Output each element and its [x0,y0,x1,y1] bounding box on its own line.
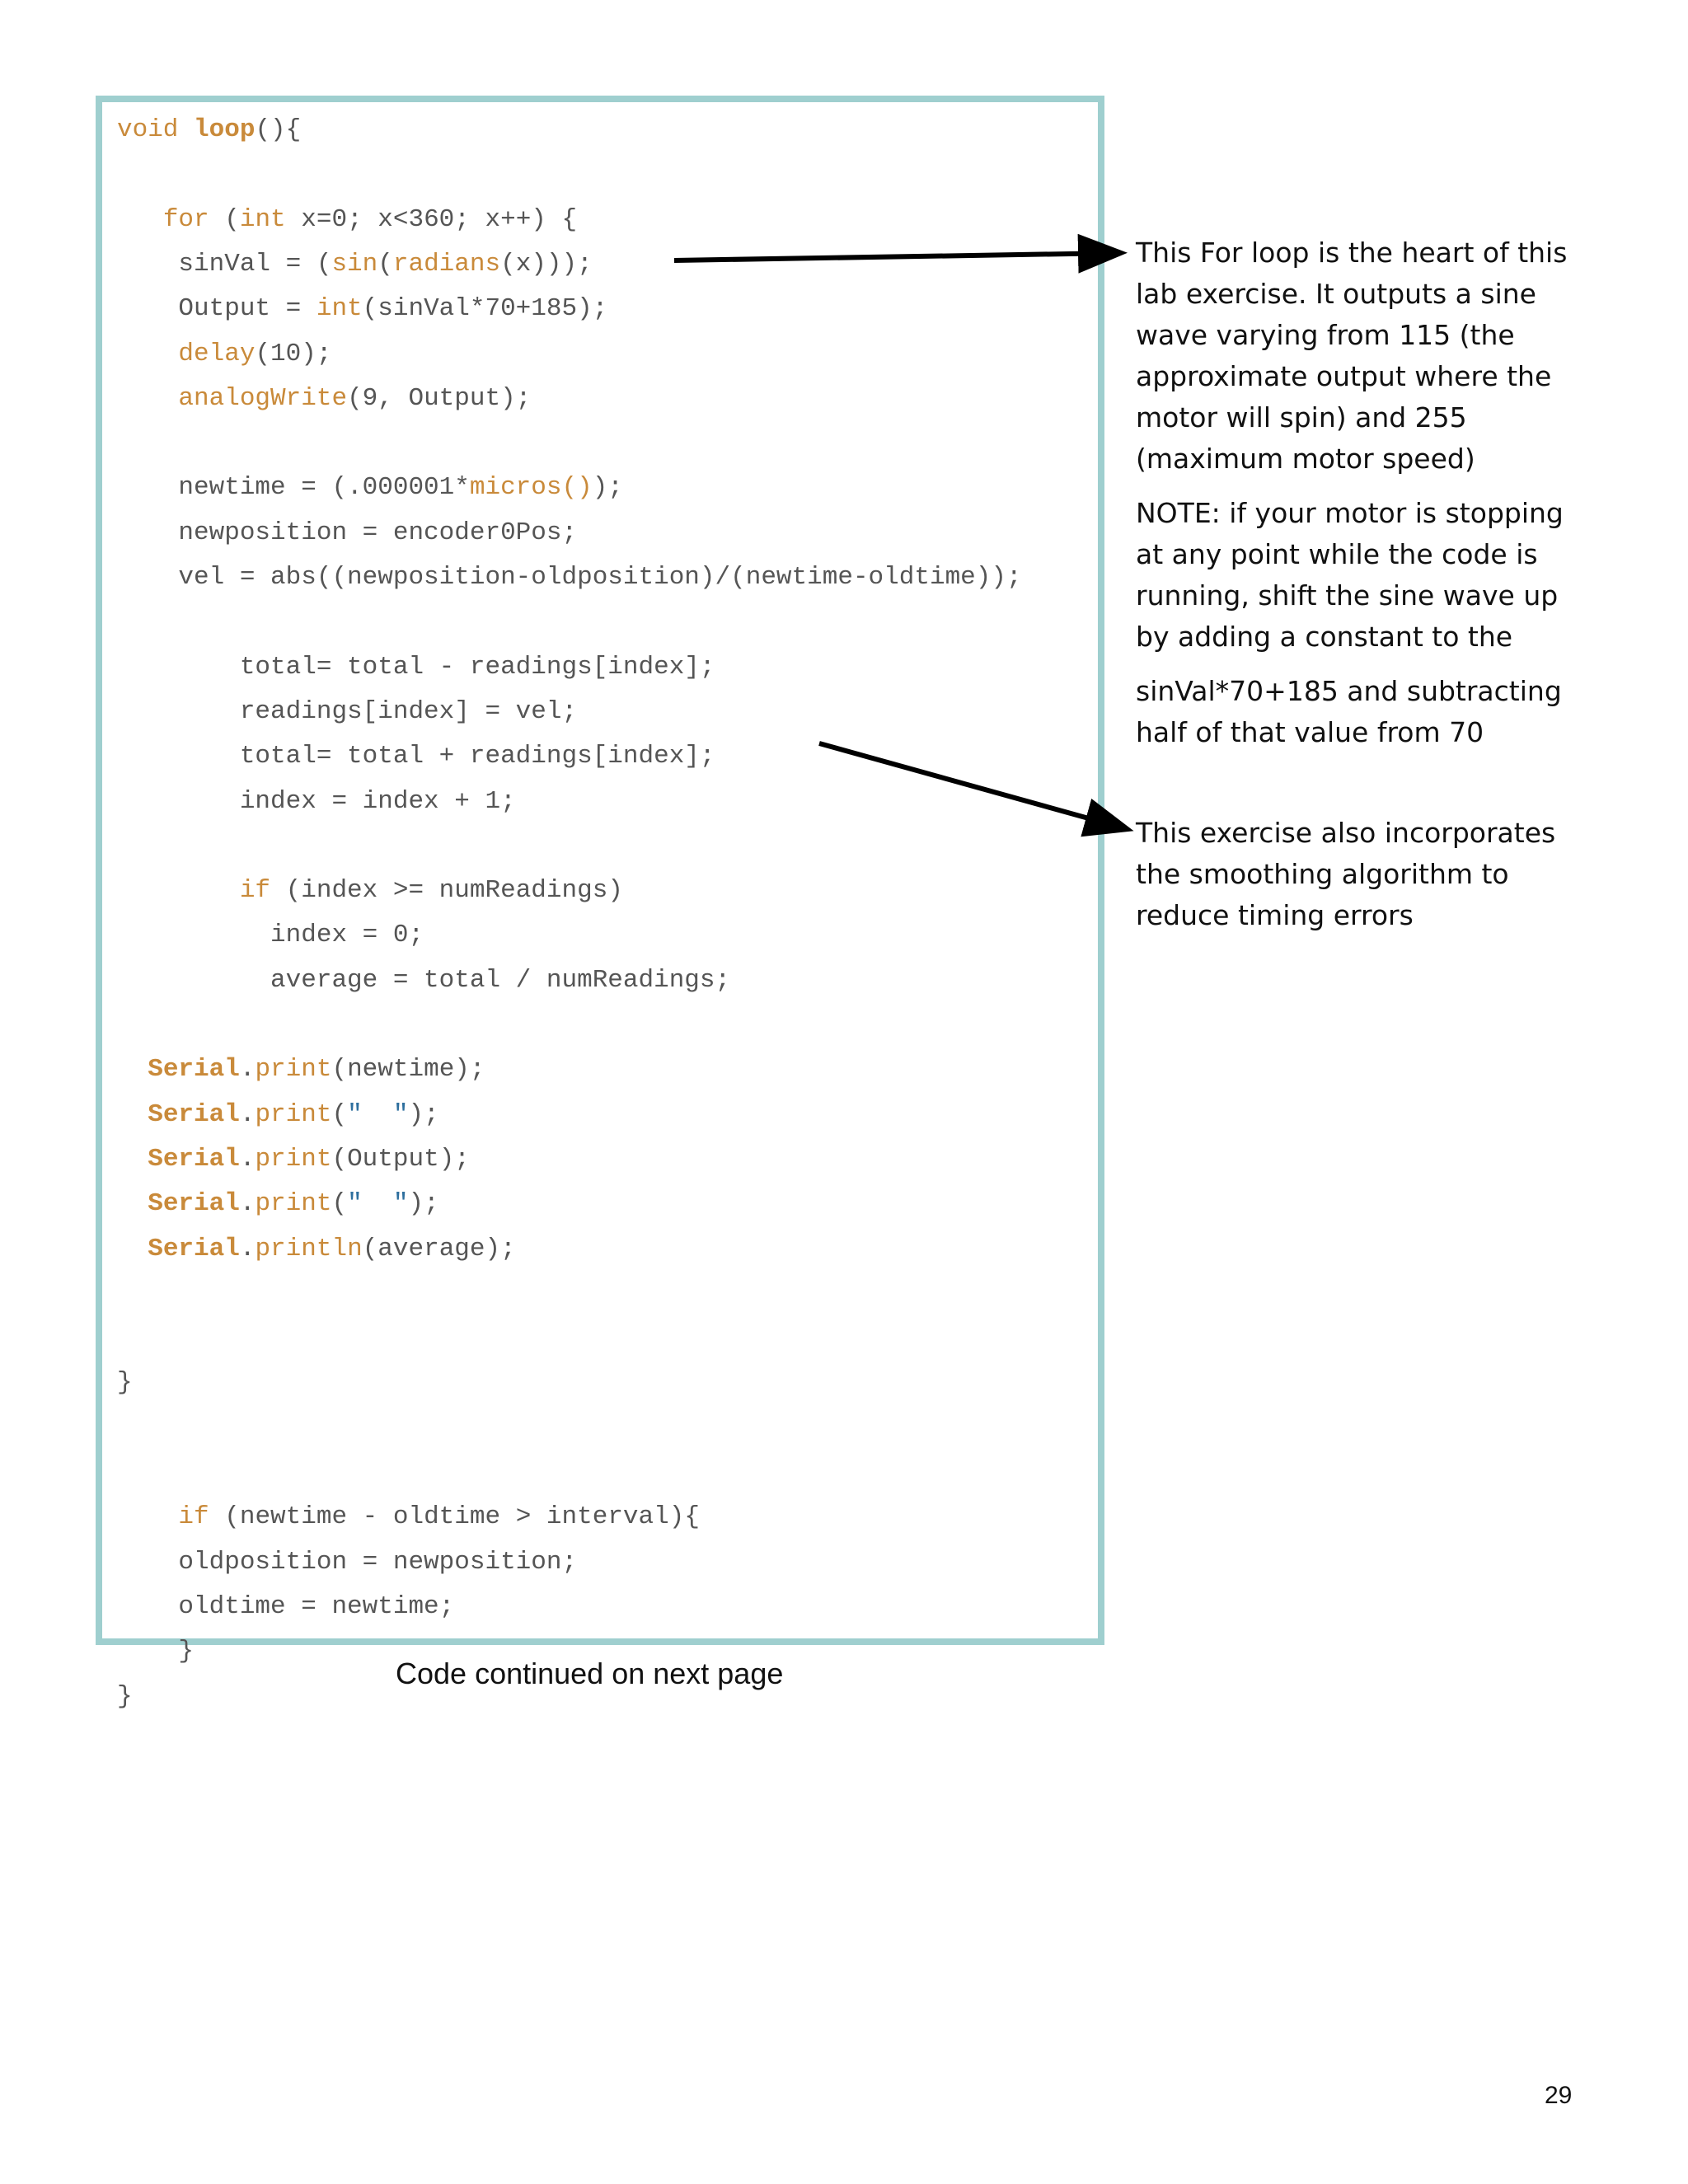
annotation-for-loop: This For loop is the heart of this lab exercise. It outputs a sine wave varying from 115 (the approximate output where the motor will spin) and 255 (maximum motor speed) [1136,237,1568,475]
code-token: . [239,1099,256,1129]
code-token: (9, Output); [347,383,532,413]
code-token: Serial [148,1144,240,1174]
code-token: analogWrite [178,383,348,413]
code-token: (" "); [331,1189,439,1219]
code-token: oldtime = newtime; [117,1591,455,1621]
code-token: Serial [148,1099,240,1129]
code-token: (" "); [331,1099,439,1129]
code-token: (sinVal*70+185); [362,294,608,324]
code-token: print [255,1099,332,1129]
code-token: Output = [117,294,316,324]
code-token: readings[index] = vel; [117,696,578,726]
code-token: } [117,1681,133,1711]
annotation-sinval: sinVal*70+185 and subtracting half of that value from 70 [1136,675,1562,748]
code-token: sinVal = ( [117,249,332,279]
code-token: print [255,1144,332,1174]
code-token: print [255,1189,332,1219]
page-number: 29 [1545,2082,1573,2109]
code-token: x=0; x<360; x++) { [285,204,578,234]
code-token: micros() [469,473,593,503]
code-token: total= total - readings[index]; [117,652,715,682]
code-token: . [239,1189,256,1219]
code-token: index = index + 1; [117,786,516,816]
code-token: newtime = (.000001* [117,473,470,503]
code-token: (){ [255,115,302,144]
code-token: ( [377,249,393,279]
code-token: (x))); [500,249,593,279]
code-token: vel = abs((newposition-oldposition)/(newtime-oldtime)); [117,563,1022,592]
code-token: index = 0; [117,921,424,950]
code-token: (10); [255,339,332,368]
caption: Code continued on next page [396,1657,784,1690]
code-token: . [239,1234,256,1263]
annotation-motor-note: NOTE: if your motor is stopping at any point while the code is running, shift the sine wave up by adding a constant to the [1136,497,1564,653]
code-token: println [255,1234,363,1263]
code-token: sin [331,249,378,279]
code-token: total= total + readings[index]; [117,742,715,771]
code-token: int [316,294,363,324]
code-token: ( [209,204,240,234]
code-token: (Output); [331,1144,470,1174]
code-token: (newtime - oldtime > interval){ [209,1502,700,1532]
code-token: Serial [148,1055,240,1085]
annotation-smoothing: This exercise also incorporates the smoothing algorithm to reduce timing errors [1136,817,1556,931]
code-token: (average); [362,1234,516,1263]
code-token: radians [392,249,501,279]
code-token: . [239,1055,256,1085]
code-token: oldposition = newposition; [117,1547,578,1577]
code-token: } [117,1637,195,1666]
code-token: Serial [148,1234,240,1263]
code-token: print [255,1055,332,1085]
code-token: for [162,204,209,234]
code-token: newposition = encoder0Pos; [117,518,578,547]
code-token: delay [178,339,256,368]
code-token: (index >= numReadings) [270,876,623,906]
code-token: (newtime); [331,1055,485,1085]
code-token: if [178,1502,209,1532]
code-token: Serial [148,1189,240,1219]
code-token: void [117,115,195,144]
code-token: average = total / numReadings; [117,965,731,995]
code-token: } [117,1368,133,1398]
code-token: ); [592,473,623,503]
arrow-to-sinval [674,253,1118,260]
code-token: . [239,1144,256,1174]
code-token: int [239,204,286,234]
arrow-to-smoothing [819,743,1124,828]
code-token: loop [194,115,256,144]
code-token: if [239,876,271,906]
